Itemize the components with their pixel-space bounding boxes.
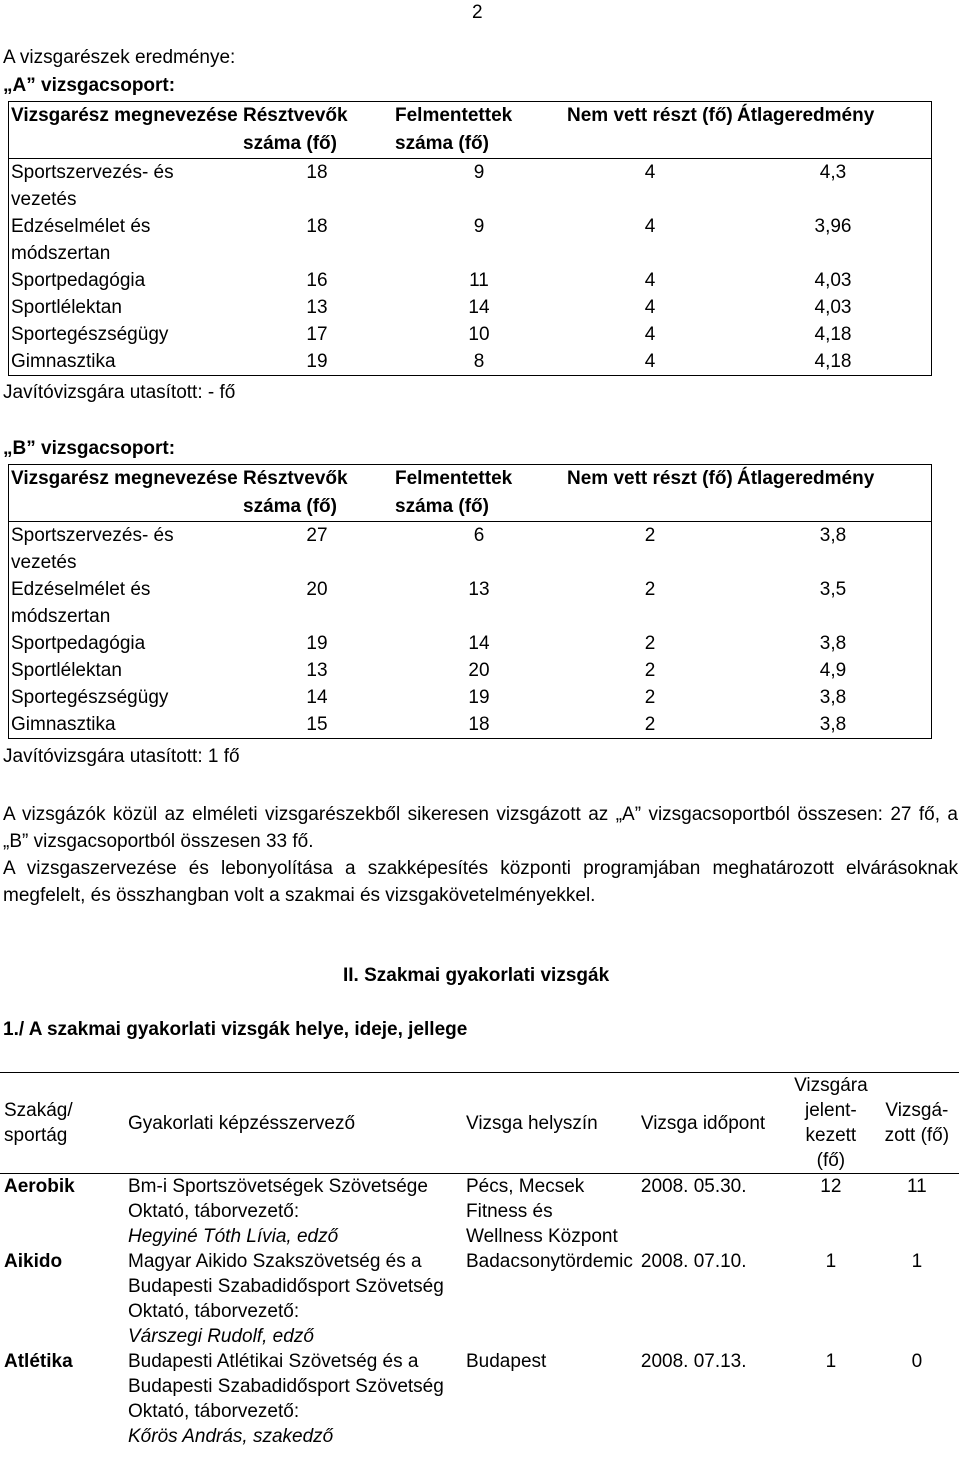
- table-row: [9, 348, 932, 376]
- exam-date: 2008. 05.30.: [640, 1176, 747, 1197]
- column-header: Nem vett részt (fő): [565, 102, 735, 159]
- table-row: [9, 213, 932, 267]
- cell-value: 9: [473, 162, 485, 183]
- organizer-name: Budapesti Atlétikai Szövetség és a: [128, 1351, 419, 1372]
- cell-value: 11: [469, 270, 489, 291]
- cell-value: 17: [306, 324, 328, 345]
- cell-value: 4: [644, 324, 656, 345]
- cell-value: 3,96: [814, 216, 852, 237]
- organizer-name: Magyar Aikido Szakszövetség és a: [128, 1251, 422, 1272]
- organizer-name: Bm-i Sportszövetségek Szövetsége: [128, 1176, 428, 1197]
- cell-value: 8: [473, 351, 485, 372]
- group-b-results-table: [8, 464, 932, 739]
- column-header: Felmentettek száma (fő): [393, 465, 565, 522]
- exam-part-name: Gimnasztika: [11, 351, 116, 372]
- exam-location: Pécs, Mecsek Fitness és Wellness Központ: [466, 1176, 618, 1247]
- section-title: II. Szakmai gyakorlati vizsgák: [343, 965, 610, 986]
- cell-value: 18: [306, 216, 328, 237]
- table-row: [9, 294, 932, 321]
- exam-part-name: Sportszervezés- és vezetés: [11, 525, 174, 573]
- cell-value: 14: [468, 297, 490, 318]
- applied-count: 12: [820, 1176, 842, 1197]
- table-row: [0, 1174, 959, 1250]
- cell-value: 4,03: [814, 297, 852, 318]
- table-row: [9, 321, 932, 348]
- cell-value: 3,5: [819, 579, 847, 600]
- cell-value: 2: [644, 579, 656, 600]
- exam-part-name: Sportlélektan: [11, 660, 122, 681]
- exam-part-name: Sportegészségügy: [11, 687, 169, 708]
- cell-value: 4,18: [814, 351, 852, 372]
- instructor-label: Oktató, táborvezető:: [128, 1301, 300, 1322]
- group-b-retake-note: Javítóvizsgára utasított: 1 fő: [3, 746, 240, 767]
- compliance-paragraph: A vizsgaszervezése és lebonyolítása a szakképesítés központi programjában meghatározott elvárásoknak megfelelt, és összhangban volt a szakmai és vizsgakövetelményekkel.: [3, 858, 958, 906]
- results-intro: A vizsgarészek eredménye:: [3, 47, 236, 68]
- table-row: [9, 267, 932, 294]
- cell-value: 4: [644, 297, 656, 318]
- table-row: [9, 630, 932, 657]
- sport-name: Aerobik: [4, 1176, 75, 1197]
- cell-value: 6: [473, 525, 485, 546]
- examined-count: 1: [911, 1251, 923, 1272]
- cell-value: 19: [468, 687, 490, 708]
- exam-part-name: Edzéselmélet és módszertan: [11, 216, 151, 264]
- applied-count: 1: [825, 1251, 837, 1272]
- page-number: 2: [472, 2, 483, 23]
- exam-date: 2008. 07.13.: [640, 1351, 747, 1372]
- organizer-extra: Budapesti Szabadidősport Szövetség: [128, 1276, 444, 1297]
- cell-value: 19: [306, 351, 328, 372]
- cell-value: 2: [644, 525, 656, 546]
- column-header: Vizsga időpont: [637, 1073, 787, 1174]
- cell-value: 13: [468, 579, 490, 600]
- cell-value: 14: [468, 633, 490, 654]
- exam-date: 2008. 07.10.: [640, 1251, 747, 1272]
- cell-value: 2: [644, 660, 656, 681]
- cell-value: 4,03: [814, 270, 852, 291]
- cell-value: 14: [306, 687, 328, 708]
- cell-value: 3,8: [819, 633, 847, 654]
- instructor-name: Várszegi Rudolf, edző: [128, 1326, 314, 1347]
- exam-location: Badacsonytördemic: [466, 1251, 633, 1272]
- instructor-label: Oktató, táborvezető:: [128, 1401, 300, 1422]
- cell-value: 16: [306, 270, 328, 291]
- table-row: [0, 1249, 959, 1349]
- exam-part-name: Sportpedagógia: [11, 633, 146, 654]
- cell-value: 20: [468, 660, 490, 681]
- table-row: [9, 576, 932, 630]
- column-header: Vizsgarész megnevezése: [9, 465, 242, 522]
- instructor-name: Hegyiné Tóth Lívia, edző: [128, 1226, 339, 1247]
- column-header: Gyakorlati képzésszervező: [124, 1073, 462, 1174]
- cell-value: 3,8: [819, 714, 847, 735]
- cell-value: 2: [644, 714, 656, 735]
- table-row: [9, 711, 932, 739]
- table-row: [9, 522, 932, 577]
- organizer-cell: [124, 1349, 462, 1449]
- column-header: Résztvevők száma (fő): [241, 102, 393, 159]
- exam-part-name: Sportpedagógia: [11, 270, 146, 291]
- group-b-title: „B” vizsgacsoport:: [3, 438, 176, 459]
- column-header: Szakág/ sportág: [0, 1073, 124, 1174]
- exam-part-name: Gimnasztika: [11, 714, 116, 735]
- organizer-extra: Budapesti Szabadidősport Szövetség: [128, 1376, 444, 1397]
- table-row: [9, 159, 932, 214]
- group-a-retake-note: Javítóvizsgára utasított: - fő: [3, 382, 236, 403]
- cell-value: 2: [644, 687, 656, 708]
- cell-value: 18: [306, 162, 328, 183]
- cell-value: 20: [306, 579, 328, 600]
- cell-value: 10: [468, 324, 490, 345]
- cell-value: 4,18: [814, 324, 852, 345]
- subsection-title: 1./ A szakmai gyakorlati vizsgák helye, ideje, jellege: [3, 1019, 468, 1040]
- cell-value: 15: [306, 714, 328, 735]
- sport-name: Aikido: [4, 1251, 63, 1272]
- cell-value: 18: [468, 714, 490, 735]
- column-header: Résztvevők száma (fő): [241, 465, 393, 522]
- cell-value: 4,3: [819, 162, 847, 183]
- cell-value: 4: [644, 162, 656, 183]
- cell-value: 4: [644, 270, 656, 291]
- header-row: [0, 1073, 959, 1174]
- organizer-cell: [124, 1249, 462, 1349]
- examined-count: 0: [911, 1351, 923, 1372]
- column-header: Vizsgára jelent-kezett (fő): [787, 1073, 875, 1174]
- table-row: [9, 657, 932, 684]
- cell-value: 13: [306, 297, 328, 318]
- exam-part-name: Edzéselmélet és módszertan: [11, 579, 151, 627]
- cell-value: 4: [644, 351, 656, 372]
- exam-part-name: Sportszervezés- és vezetés: [11, 162, 174, 210]
- cell-value: 13: [306, 660, 328, 681]
- cell-value: 4: [644, 216, 656, 237]
- cell-value: 27: [306, 525, 328, 546]
- table-row: [0, 1349, 959, 1449]
- cell-value: 19: [306, 633, 328, 654]
- applied-count: 1: [825, 1351, 837, 1372]
- column-header: Vizsgá-zott (fő): [875, 1073, 959, 1174]
- instructor-label: Oktató, táborvezető:: [128, 1201, 300, 1222]
- header-row: [9, 102, 932, 159]
- header-row: [9, 465, 932, 522]
- column-header: Vizsga helyszín: [462, 1073, 637, 1174]
- cell-value: 3,8: [819, 687, 847, 708]
- exam-part-name: Sportlélektan: [11, 297, 122, 318]
- table-row: [9, 684, 932, 711]
- practical-exams-table: [0, 1072, 959, 1449]
- column-header: Vizsgarész megnevezése: [9, 102, 242, 159]
- column-header: Nem vett részt (fő): [565, 465, 735, 522]
- instructor-name: Kőrös András, szakedző: [128, 1426, 334, 1447]
- exam-location: Budapest: [466, 1351, 547, 1372]
- group-a-results-table: [8, 101, 932, 376]
- cell-value: 3,8: [819, 525, 847, 546]
- cell-value: 2: [644, 633, 656, 654]
- exam-part-name: Sportegészségügy: [11, 324, 169, 345]
- column-header: Felmentettek száma (fő): [393, 102, 565, 159]
- cell-value: 9: [473, 216, 485, 237]
- summary-paragraph: A vizsgázók közül az elméleti vizsgarészekből sikeresen vizsgázott az „A” vizsgacsoportból összesen: 27 fő, a „B” vizsgacsoportból összesen 33 fő.: [3, 804, 958, 852]
- examined-count: 11: [907, 1176, 927, 1197]
- column-header: Átlageredmény: [735, 102, 932, 159]
- column-header: Átlageredmény: [735, 465, 932, 522]
- cell-value: 4,9: [819, 660, 847, 681]
- group-a-title: „A” vizsgacsoport:: [3, 75, 176, 96]
- sport-name: Atlétika: [4, 1351, 73, 1372]
- organizer-cell: [124, 1174, 462, 1250]
